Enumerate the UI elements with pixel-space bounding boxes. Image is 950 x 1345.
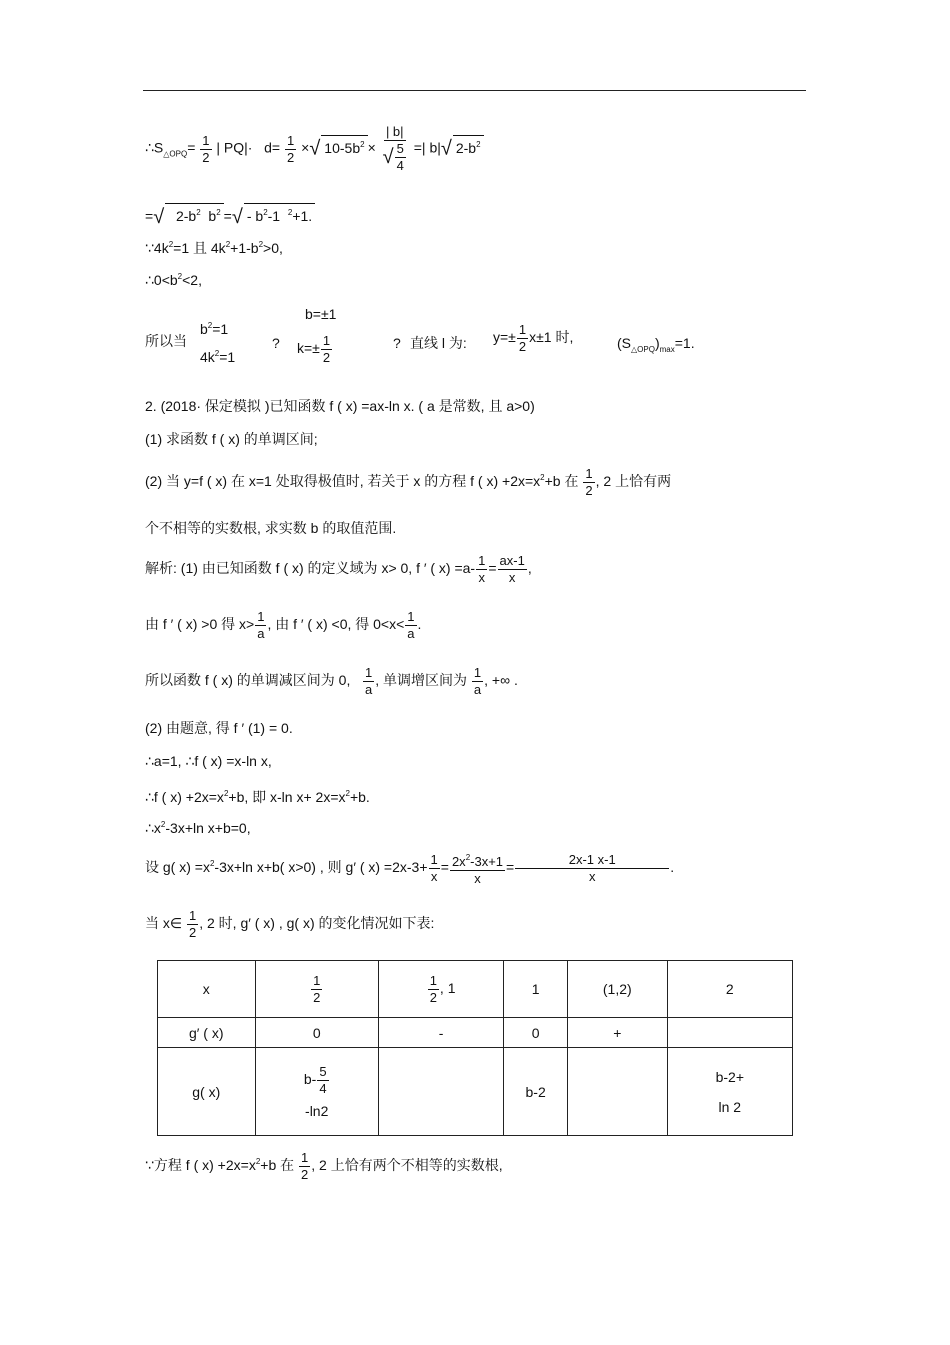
solution-1-sign: 由 f ′ ( x) >0 得 x> $\frac{1}{a}$ , 由 f ′ ( x) <0, 得 0<x< $\frac{1}{a}$ . — [145, 609, 422, 641]
solution-2-eq: ∴f ( $x) +2x=x^2+b$, 即 x-ln $x+ 2x=x^2+b$. — [145, 789, 370, 805]
table-cell: $\frac{1}{2}$ , 1 — [378, 961, 503, 1018]
header-rule — [143, 90, 806, 91]
range-line: $\therefore 0<b^2<2$, — [145, 272, 202, 288]
solution-1-derivative: 解析: (1) 由已知函数 f ( x) 的定义域为 x> 0, f ′ ( x) =a- $\frac{1}{x}$ = $\frac{ax-1}{x}$ , — [145, 553, 532, 585]
fraction: $\frac{1}{2}$ — [287, 132, 295, 165]
table-cell — [567, 1048, 667, 1136]
table-cell: x — [158, 961, 256, 1018]
question-2: (2) 当 y=f ( x) 在 x=1 处取得极值时, 若关于 x 的方程 f ( $x) +2x=x^2+b$ 在 $\frac{1}{2}$ , 2 上恰有两 — [145, 466, 672, 498]
solution-1-intervals: 所以函数 f ( x) 的单调减区间为 0, $\frac{1}{a}$ , 单调增区间为 $\frac{1}{a}$ , +∞ . — [145, 665, 518, 697]
table-cell — [667, 1018, 792, 1048]
conclusion-line: ∵方程 f ( $x) +2x=x^2+b$ 在 $\frac{1}{2}$ , 2 上恰有两个不相等的实数根, — [145, 1150, 503, 1182]
table-cell: b-2+ ln 2 — [667, 1048, 792, 1136]
table-cell: b-2 — [504, 1048, 568, 1136]
table-cell: b- $\frac{5}{4}$ -ln2 — [255, 1048, 378, 1136]
solution-2-start: (2) 由题意, 得 f ′ (1) = 0. — [145, 720, 293, 736]
table-cell: 1 — [504, 961, 568, 1018]
table-cell: + — [567, 1018, 667, 1048]
table-intro: 当 x∈ $\frac{1}{2}$ , 2 时, g′ ( x) , g( x) 的变化情况如下表: — [145, 908, 435, 940]
area-simplify-line: =√ $2-b^2$ $b^2$ =√ - $b^2-1$ $^2$+1. — [145, 203, 315, 226]
table-row — [158, 961, 793, 1018]
table-cell — [378, 1048, 503, 1136]
solution-2-zero: $\therefore x^2-3x+\ln$ x+b=0, — [145, 820, 251, 836]
table-row — [158, 1048, 793, 1136]
condition-line: $\because 4k^2=1$ 且 $4k^2+1-b^2>0$, — [145, 240, 283, 256]
variation-table — [157, 960, 793, 1136]
fraction: | b| √ $\frac{5}{4}$ — [382, 124, 404, 173]
solution-2-g-derivative: 设 g( $x) =x^2-3x+\ln$ x+b( x>0) , 则 g′ ( x) =2x-3+ $\frac{1}{x}$ = $\frac{2x^2-3x+1}{x}$ = $\frac{2x-1 x-1}{x}$ . — [145, 852, 675, 886]
solution-2-a: ∴a=1, ∴f ( x) =x-ln x, — [145, 753, 272, 769]
question-2-cont: 个不相等的实数根, 求实数 b 的取值范围. — [145, 520, 397, 536]
problem-statement: 2. (2018· 保定模拟 )已知函数 f ( x) =ax-ln x. ( a 是常数, 且 a>0) — [145, 398, 535, 414]
table-cell: 0 — [255, 1018, 378, 1048]
table-cell: 2 — [667, 961, 792, 1018]
table-cell: - — [378, 1018, 503, 1048]
table-cell: $\frac{1}{2}$ — [255, 961, 378, 1018]
area-formula-line: $\therefore S_{\triangle OPQ}=$ $\frac{1}{2}$ | PQ|· d= $\frac{1}{2}$ ×√ $10-5b^2$ × | b| √ $\frac{5}{4}$ =| b|√ $2-b^2$ — [145, 124, 484, 174]
fraction: $\frac{1}{2}$ — [202, 132, 210, 165]
table-cell: 0 — [504, 1018, 568, 1048]
table-row — [158, 1018, 793, 1048]
table-cell: g′ ( x) — [158, 1018, 256, 1048]
table-cell: g( x) — [158, 1048, 256, 1136]
question-1: (1) 求函数 f ( x) 的单调区间; — [145, 431, 318, 447]
table-cell: (1,2) — [567, 961, 667, 1018]
